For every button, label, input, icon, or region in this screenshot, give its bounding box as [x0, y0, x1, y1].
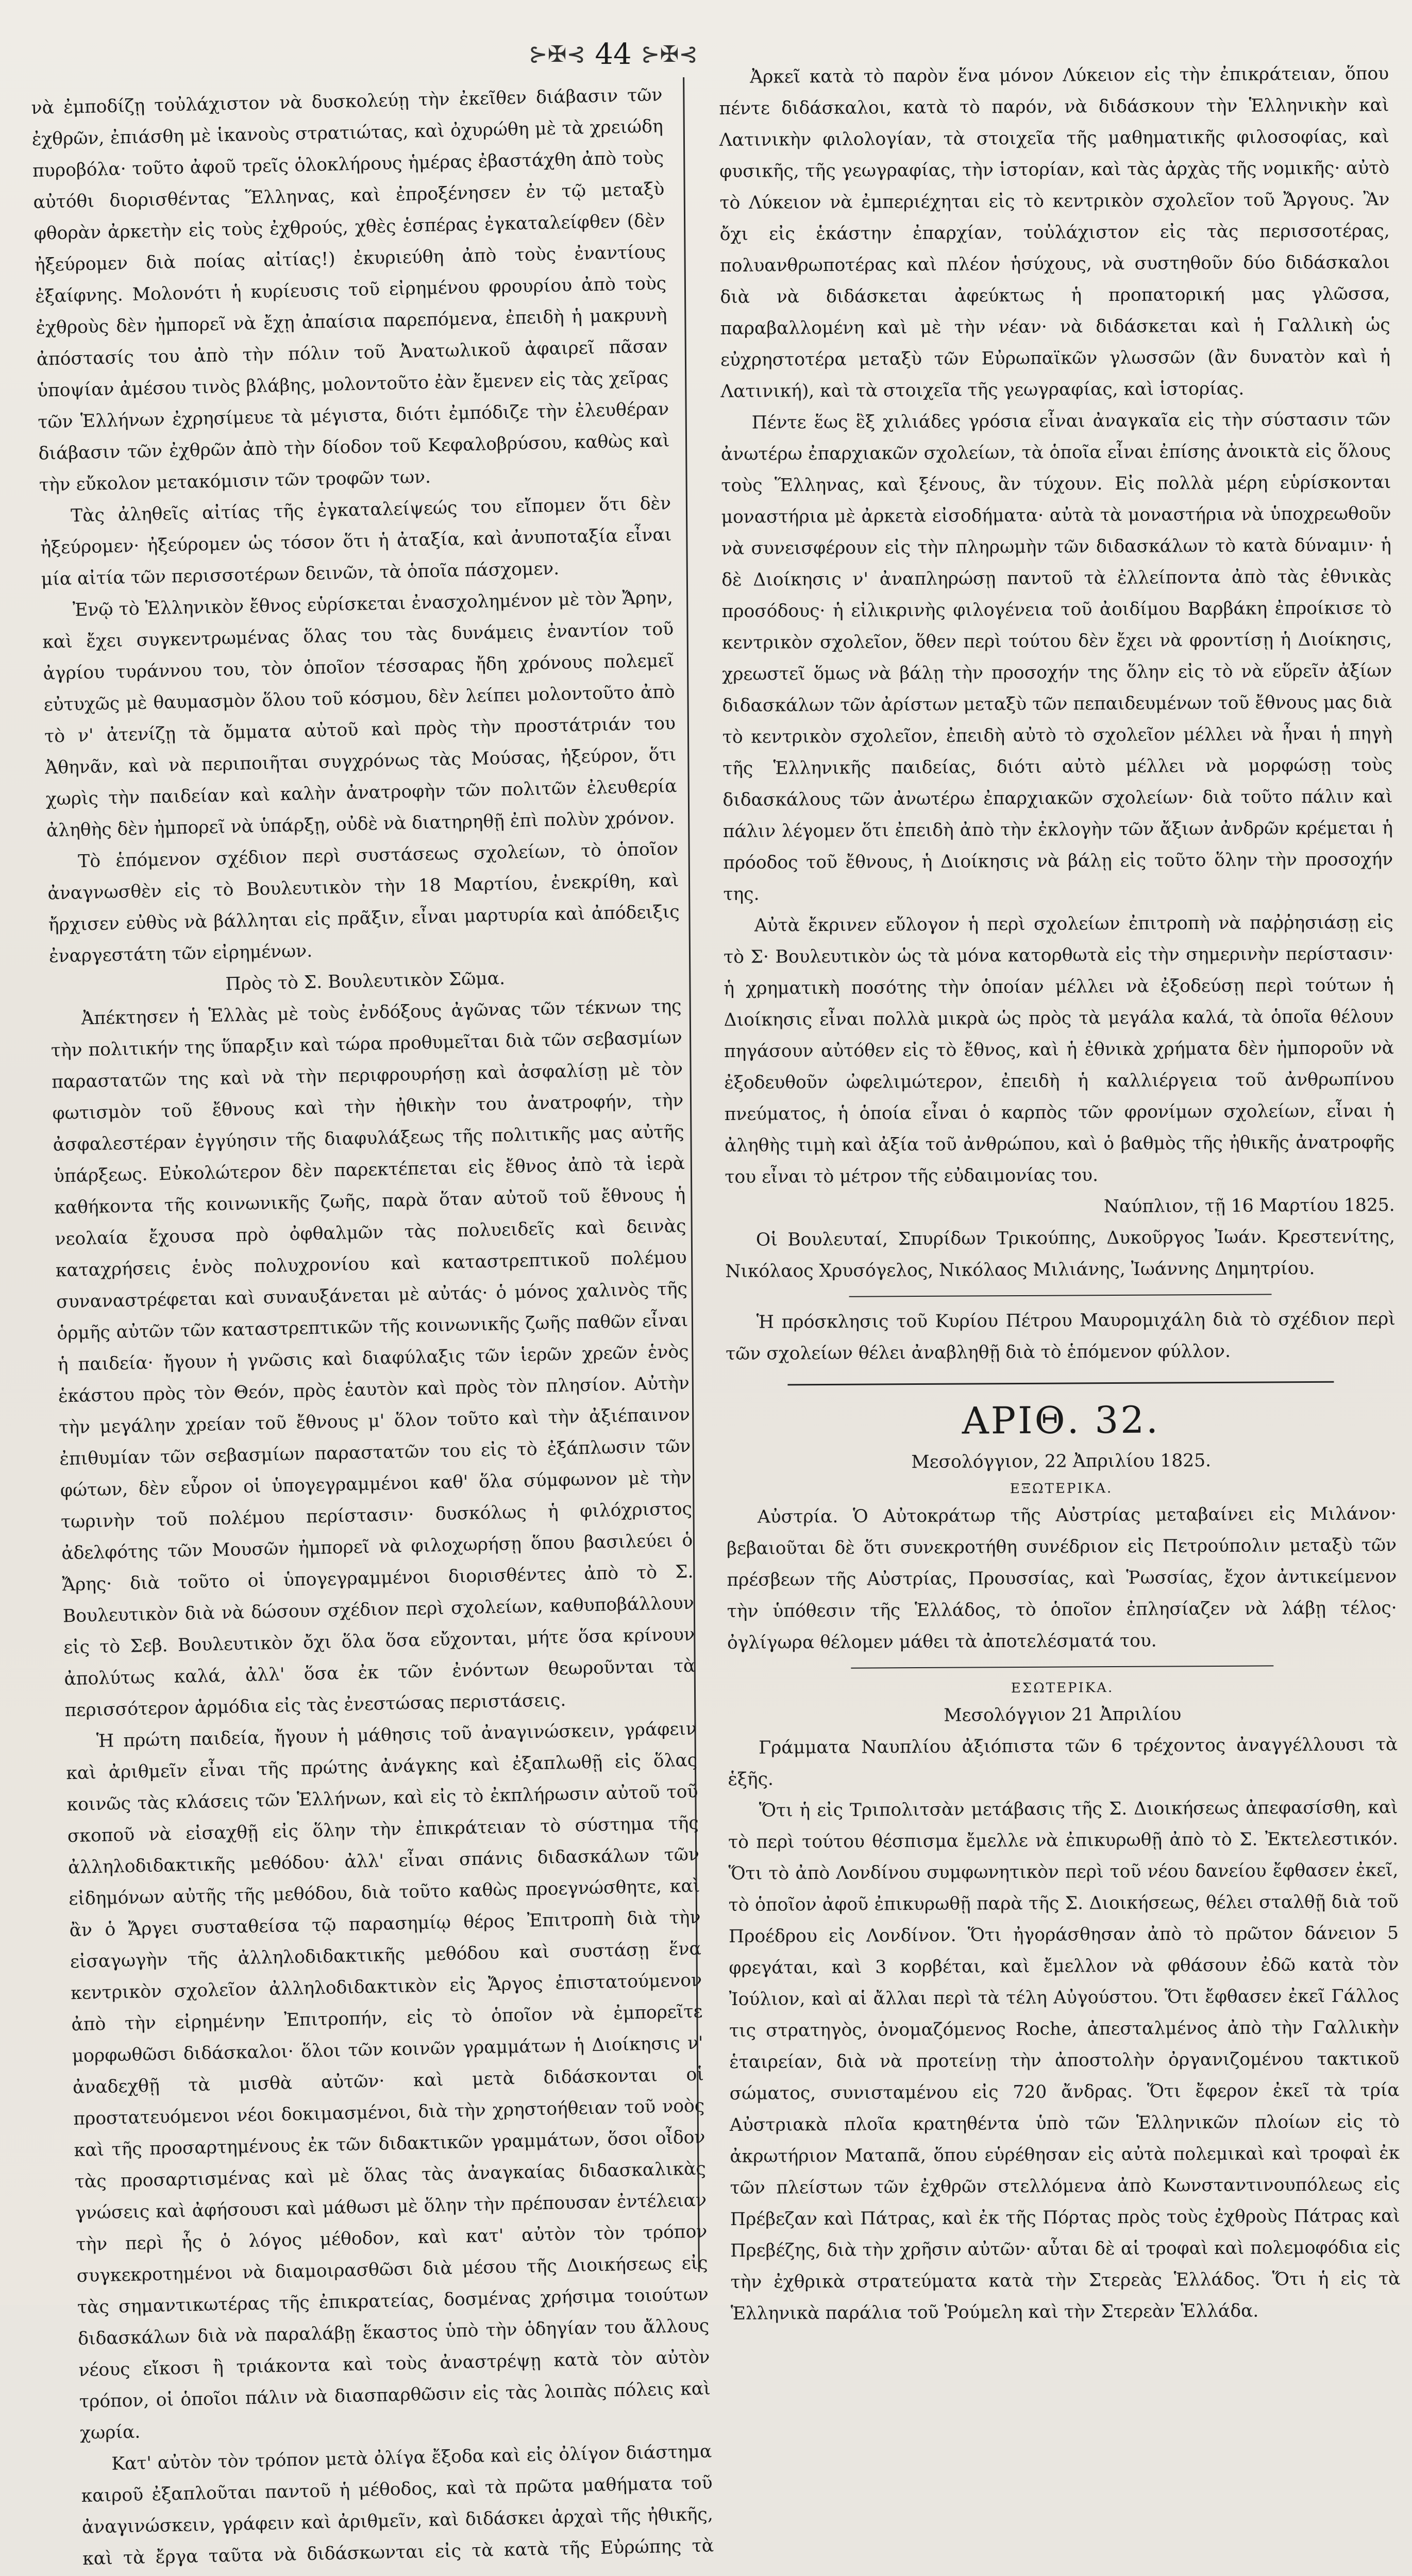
paragraph: Ἀπέκτησεν ἡ Ἑλλὰς μὲ τοὺς ἐνδόξους ἀγῶνας τῶν τέκνων της τὴν πολιτικήν της ὕπαρξιν καὶ τώρα προθυμεῖται διὰ τῶν σεβασμίων παραστατῶν της καὶ νὰ τὴν περιφρουρήσῃ καὶ ἀσφαλίσῃ μὲ τὸν φωτισμὸν τοῦ ἔθνους καὶ τὴν ἠθικὴν του ἀνατροφήν, τὴν ἀσφαλεστέραν ἐγγύησιν τῆς διαφυλάξεως τῆς πολιτικῆς μας αὐτῆς ὑπάρξεως. Εὐκολώτερον δὲν παρεκτέπεται εἰς ἔθνος ἀπὸ τὰ ἱερὰ καθήκοντα τῆς κοινωνικῆς ζωῆς, παρὰ ὅταν αὐτοῦ τοῦ ἔθνους ἡ νεολαία ἔχουσα πρὸ ὀφθαλμῶν τὰς πολυειδεῖς καὶ δεινὰς καταχρήσεις ἑνὸς πολυχρονίου καὶ καταστρεπτικοῦ πολέμου συναναστρέφεται καὶ συναυξάνεται μὲ αὐτάς· ὁ μόνος χαλινὸς τῆς ὁρμῆς αὐτῶν τῶν καταστρεπτικῶν τῆς κοινωνικῆς ζωῆς παθῶν εἶναι ἡ παιδεία· ἤγουν ἡ γνῶσις καὶ διαφύλαξις τῶν ἱερῶν χρεῶν ἑνὸς ἑκάστου πρὸς τὸν Θεόν, πρὸς ἑαυτὸν καὶ πρὸς τὸν πλησίον. Αὐτὴν τὴν μεγάλην χρείαν τοῦ ἔθνους μ' ὅλον τοῦτο καὶ τὴν ἀξιέπαινον ἐπιθυμίαν τῶν σεβασμίων παραστατῶν του εἰς τὸ ἐξάπλωσιν τῶν φώτων, δὲν εὗρον οἱ ὑπογεγραμμένοι καθ' ὅλα σύμφωνον μὲ τὴν τωρινὴν τοῦ πολέμου περίστασιν· δυσκόλως ἡ φιλόχριστος ἀδελφότης τῶν Μουσῶν ἠμπορεῖ νὰ φιλοχωρήσῃ ὅπου βασιλεύει ὁ Ἄρης· διὰ τοῦτο οἱ ὑπογεγραμμένοι διορισθέντες ἀπὸ τὸ Σ. Βουλευτικὸν διὰ νὰ δώσουν σχέδιον περὶ σχολείων, καθυποβάλλουν εἰς τὸ Σεβ. Βουλευτικὸν ὄχι ὅλα ὅσα εὔχονται, μήτε ὅσα κρίνουν ἀπολύτως καλά, ἀλλ' ὅσα ἐκ τῶν ἐνόντων θεωροῦνται τὰ περισσότερον ἁρμόδια εἰς τὰς ἐνεστώσας περιστάσεις.: [51, 995, 696, 1721]
section-rule: [849, 1294, 1272, 1297]
domestic-dateline: Μεσολόγγιον 21 Ἀπριλίου: [944, 1704, 1182, 1726]
page-number: 44: [595, 37, 632, 71]
paragraph: Τὰς ἀληθεῖς αἰτίας τῆς ἐγκαταλείψεώς του εἴπομεν ὅτι δὲν ἠξεύρομεν· ἠξεύρομεν ὡς τόσον ὅτι ἡ ἀταξία, καὶ ἀνυποταξία εἶναι μία αἰτία τῶν περισσοτέρων δεινῶν, τὰ ὁποῖα πάσχομεν.: [40, 493, 672, 590]
issue-number: ΑΡΙΘ. 32.: [962, 1398, 1161, 1443]
left-column: [31, 79, 714, 2569]
section-rule: [851, 1665, 1273, 1668]
report-date: Ναύπλιον, τῇ 16 Μαρτίου 1825.: [1103, 1195, 1395, 1217]
foreign-heading: ΕΞΩΤΕΡΙΚΑ.: [1010, 1481, 1113, 1497]
paragraph: Τὸ ἑπόμενον σχέδιον περὶ συστάσεως σχολείων, τὸ ὁποῖον ἀναγνωσθὲν εἰς τὸ Βουλευτικὸν τὴν 18 Μαρτίου, ἐνεκρίθη, καὶ ἤρχισεν εὐθὺς νὰ βάλληται εἰς πρᾶξιν, εἶναι μαρτυρία καὶ ἀπόδειξις ἐναργεστάτη τῶν εἰρημένων.: [47, 839, 680, 967]
left-ornament-icon: ⊱✠⊰: [528, 41, 586, 67]
paragraph: Ὅτι ἡ εἰς Τριπολιτσὰν μετάβασις τῆς Σ. Διοικήσεως ἀπεφασίσθη, καὶ τὸ περὶ τούτου θέσπισμα ἔμελλε νὰ ἐπικυρωθῇ ἀπὸ τὸ Σ. Ἐκτελεστικόν. Ὅτι τὸ ἀπὸ Λονδίνου συμφωνητικὸν περὶ τοῦ νέου δανείου ἔφθασεν ἐκεῖ, τὸ ὁποῖον ἀφοῦ ἐπικυρωθῇ παρὰ τῆς Σ. Διοικήσεως, θέλει σταλθῇ διὰ τοῦ Προέδρου εἰς Λονδίνον. Ὅτι ἠγοράσθησαν ἀπὸ τὸ πρῶτον δάνειον 5 φρεγάται, καὶ 3 κορβέται, καὶ ἔμελλον νὰ φθάσουν ἐδῶ κατὰ τὸν Ἰούλιον, καὶ αἱ ἄλλαι περὶ τὰ τέλη Αὐγούστου. Ὅτι ἔφθασεν ἐκεῖ Γάλλος τις στρατηγὸς, ὀνομαζόμενος Roche, ἀπεσταλμένος ἀπὸ τὴν Γαλλικὴν ἑταιρείαν, διὰ νὰ προτείνῃ τὴν ἀποστολὴν ὀργανιζομένου τακτικοῦ σώματος, συνισταμένου εἰς 720 ἄνδρας. Ὅτι ἔφερον ἐκεῖ τὰ τρία Αὐστριακὰ πλοῖα κρατηθέντα ὑπὸ τῶν Ἑλληνικῶν πλοίων εἰς τὸ ἀκρωτήριον Ματαπᾶ, ὅπου εὑρέθησαν εἰς αὐτὰ πολεμικαὶ καὶ τροφαὶ ἐκ τῶν πλείστων τῶν ἐχθρῶν στελλόμενα ἀπὸ Κωνσταντινουπόλεως εἰς Πρέβεζαν καὶ Πάτρας, καὶ ἐκ τῆς Πόρτας πρὸς τοὺς ἐχθροὺς Πάτρας καὶ Πρεβέζης, διὰ τὴν χρῆσιν αὐτῶν· αὗται δὲ αἱ τροφαὶ καὶ πολεμοφόδια εἰς τὴν ἐχθρικὰ στρατεύματα κατὰ τὴν Στερεὰς Ἑλλάδος. Ὅτι ἡ εἰς τὰ Ἑλληνικὰ παράλια τοῦ Ῥούμελη καὶ τὴν Στερεὰν Ἑλλάδα.: [728, 1797, 1401, 2324]
paragraph: Ἐνῷ τὸ Ἑλληνικὸν ἔθνος εὑρίσκεται ἐνασχολημένον μὲ τὸν Ἄρην, καὶ ἔχει συγκεντρωμένας ὅλας του τὰς δυνάμεις ἐναντίον τοῦ ἀγρίου τυράννου του, τὸν ὁποῖον τέσσαρας ἤδη χρόνους πολεμεῖ εὐτυχῶς μὲ θαυμασμὸν ὅλου τοῦ κόσμου, δὲν λείπει μολοντοῦτο ἀπὸ τὸ ν' ἀτενίζῃ τὰ ὄμματα αὐτοῦ καὶ πρὸς τὴν προστάτριάν του Ἀθηνᾶν, καὶ νὰ περιποιῆται συγχρόνως τὰς Μούσας, ἠξεύρον, ὅτι χωρὶς τὴν παιδείαν καὶ καλὴν ἀνατροφὴν τῶν πολιτῶν ἐλευθερία ἀληθὴς δὲν ἠμπορεῖ νὰ ὑπάρξῃ, οὐδὲ νὰ διατηρηθῇ ἐπὶ πολὺν χρόνον.: [42, 587, 677, 841]
paragraph: Ἡ πρώτη παιδεία, ἤγουν ἡ μάθησις τοῦ ἀναγινώσκειν, γράφειν καὶ ἀριθμεῖν εἶναι τῆς πρώτης ἀνάγκης καὶ ἐξαπλωθῇ εἰς ὅλας κοινῶς τὰς κλάσεις τῶν Ἑλλήνων, καὶ εἰς τὸ ἐκπλήρωσιν αὐτοῦ τοῦ σκοποῦ νὰ εἰσαχθῇ εἰς ὅλην τὴν ἐπικράτειαν τὸ σύστημα τῆς ἀλληλοδιδακτικῆς μεθόδου· ἀλλ' εἶναι σπάνις διδασκάλων τῶν εἰδημόνων αὐτῆς τῆς μεθόδου, διὰ τοῦτο καθὼς προεγνώσθητε, καὶ ἂν ὁ Ἄργει συσταθείσα τῷ παρασημίῳ θέρος Ἐπιτροπὴ διὰ τὴν εἰσαγωγὴν τῆς ἀλληλοδιδακτικῆς μεθόδου καὶ συστάσῃ ἕνα κεντρικὸν σχολεῖον ἀλληλοδιδακτικὸν εἰς Ἄργος ἐπιστατούμενον ἀπὸ τὴν εἰρημένην Ἐπιτροπήν, εἰς τὸ ὁποῖον νὰ ἐμπορεῖτε μορφωθῶσι διδάσκαλοι· ὅλοι τῶν κοινῶν γραμμάτων ἡ Διοίκησις ν' ἀναδεχθῇ τὰ μισθὰ αὐτῶν· καὶ μετὰ διδάσκονται οἱ προστατευόμενοι νέοι δοκιμασμένοι, διὰ τὴν χρηστοήθειαν τοῦ νοὸς καὶ τῆς προσαρτημένους ἐκ τῶν διδακτικῶν γραμμάτων, ὅσοι οἶδον τὰς προσαρτισμένας καὶ μὲ ὅλας τὰς ἀναγκαίας διδασκαλικὰς γνώσεις καὶ ἀφήσουσι καὶ μάθωσι μὲ ὅλην τὴν πρέπουσαν ἐντέλειαν τὴν περὶ ἧς ὁ λόγος μέθοδον, καὶ κατ' αὐτὸν τὸν τρόπον συγκεκροτημένοι νὰ διαμοιρασθῶσι διὰ μέσου τῆς Διοικήσεως εἰς τὰς σημαντικωτέρας τῆς ἐπικρατείας, δοσμένας χρήσιμα τοιούτων διδασκάλων διὰ νὰ παραλάβῃ ἕκαστος ὑπὸ τὴν ὁδηγίαν του ἄλλους νέους εἴκοσι ἢ τριάκοντα καὶ τοὺς ἀναστρέψῃ κατὰ τὸν αὐτὸν τρόπον, οἱ ὁποῖοι πάλιν νὰ διασπαρθῶσιν εἰς τὰς λοιπὰς πόλεις καὶ χωρία.: [65, 1718, 711, 2444]
paragraph: Πέντε ἕως ἓξ χιλιάδες γρόσια εἶναι ἀναγκαῖα εἰς τὴν σύστασιν τῶν ἀνωτέρω ἐπαρχιακῶν σχολείων, τὰ ὁποῖα εἶναι ἐπίσης ἀνοικτὰ εἰς ὅλους τοὺς Ἕλληνας, καὶ ξένους, ἂν τύχουν. Εἰς πολλὰ μέρη εὑρίσκονται μοναστήρια μὲ ἀρκετὰ εἰσοδήματα· αὐτὰ τὰ μοναστήρια νὰ ὑποχρεωθοῦν νὰ συνεισφέρουν εἰς τὴν πληρωμὴν τῶν διδασκάλων τὸ κατὰ δύναμιν· ἡ δὲ Διοίκησις ν' ἀναπληρώσῃ παντοῦ τὰ ἐλλείποντα ἀπὸ τὰς ἐθνικὰς προσόδους· ἡ εἰλικρινὴς φιλογένεια τοῦ ἀοιδίμου Βαρβάκη ἐπροίκισε τὸ κεντρικὸν σχολεῖον, ὅθεν περὶ τούτου δὲν ἔχει νὰ φροντίσῃ ἡ Διοίκησις, χρεωστεῖ ὅμως νὰ βάλῃ τὴν προσοχήν της ὅλην εἰς τὸ νὰ εὕρεῖν ἀξίων διδασκάλων τῶν ἀρίστων μεταξὺ τῶν πεπαιδευμένων τοῦ ἔθνους μας διὰ τὸ κεντρικὸν σχολεῖον, ἐπειδὴ αὐτὸ τὸ σχολεῖον μέλλει νὰ ἦναι ἡ πηγὴ τῆς Ἑλληνικῆς παιδείας, διότι αὐτὸ μέλλει νὰ μορφώσῃ τοὺς διδασκάλους τῶν ἀνωτέρω ἐπαρχιακῶν σχολείων· διὰ τοῦτο πάλιν καὶ πάλιν λέγομεν ὅτι ἐπειδὴ ἀπὸ τὴν ἐκλογὴν τῶν ἄξιων ἀνδρῶν κρέμεται ἡ πρόοδος τοῦ ἔθνους, ἡ Διοίκησις νὰ βάλῃ εἰς τοῦτο ὅλην τὴν προσοχήν της.: [720, 409, 1393, 905]
signatories: Οἱ Βουλευταί, Σπυρίδων Τρικούπης, Δυκοῦργος Ἰωάν. Κρεστενίτης, Νικόλαος Χρυσόγελος, Νικόλαος Μιλιάνης, Ἰωάννης Δημητρίου.: [725, 1226, 1396, 1282]
paragraph: Ἀρκεῖ κατὰ τὸ παρὸν ἕνα μόνον Λύκειον εἰς τὴν ἐπικράτειαν, ὅπου πέντε διδάσκαλοι, κατὰ τὸ παρόν, νὰ διδάσκουν τὴν Ἑλληνικὴν καὶ Λατινικὴν φιλολογίαν, τὰ στοιχεῖα τῆς μαθηματικῆς φιλοσοφίας, καὶ φυσικῆς, τῆς γεωγραφίας, τὴν ἱστορίαν, καὶ τὰς ἀρχὰς τῆς νομικῆς· αὐτὸ τὸ Λύκειον νὰ ἐμπεριέχηται εἰς τὸ κεντρικὸν σχολεῖον τοῦ Ἄργους. Ἂν ὄχι εἰς ἑκάστην ἐπαρχίαν, τοὐλάχιστον εἰς τὰς περισσοτέρας, πολυανθρωποτέρας καὶ πλέον ἡσύχους, νὰ συστηθοῦν δύο διδάσκαλοι διὰ νὰ διδάσκεται ἀφεύκτως ἡ προπατορική μας γλῶσσα, παραβαλλομένη καὶ μὲ τὴν νέαν· νὰ διδάσκεται καὶ ἡ Γαλλικὴ ὡς εὐχρηστοτέρα μεταξὺ τῶν Εὐρωπαϊκῶν γλωσσῶν (ἂν δυνατὸν καὶ ἡ Λατινική), καὶ τὰ στοιχεῖα τῆς γεωγραφίας, καὶ ἱστορίας.: [719, 63, 1391, 402]
notice: Ἡ πρόσκλησις τοῦ Κυρίου Πέτρου Μαυρομιχάλη διὰ τὸ σχέδιον περὶ τῶν σχολείων θέλει ἀναβληθῇ διὰ τὸ ἑπόμενον φύλλον.: [726, 1309, 1396, 1364]
paragraph: Γράμματα Ναυπλίου ἀξιόπιστα τῶν 6 τρέχοντος ἀναγγέλλουσι τὰ ἑξῆς.: [728, 1734, 1398, 1790]
right-ornament-icon: ⊱✠⊰: [641, 41, 698, 67]
foreign-news: Αὐστρία. Ὁ Αὐτοκράτωρ τῆς Αὐστρίας μεταβαίνει εἰς Μιλάνον· βεβαιοῦται δὲ ὅτι συνεκροτήθη συνέδριον εἰς Πετρούπολιν μεταξὺ τῶν πρέσβεων τῆς Αὐστρίας, Προυσσίας, καὶ Ῥωσσίας, ἔχον ἀντικείμενον τὴν ὑπόθεσιν τῆς Ἑλλάδος, τὸ ὁποῖον ἐπλησίαζεν νὰ λάβῃ τέλος· ὀγλίγωρα θέλομεν μάθει τὰ ἀποτελέσματά του.: [727, 1503, 1397, 1653]
right-column: [719, 58, 1401, 2324]
page-number-header: [528, 36, 698, 72]
paragraph: Κατ' αὐτὸν τὸν τρόπον μετὰ ὀλίγα ἔξοδα καὶ εἰς ὀλίγον διάστημα καιροῦ ἐξαπλοῦται παντοῦ ἡ μέθοδος, καὶ τὰ πρῶτα μαθήματα τοῦ ἀναγινώσκειν, γράφειν καὶ ἀριθμεῖν, καὶ διδάσκει ἀρχαὶ τῆς ἠθικῆς, καὶ τὰ ἔργα ταῦτα νὰ διδάσκωνται εἰς τὰ κατὰ τῆς Εὐρώπης τὰ: [81, 2441, 714, 2569]
issue-rule: [787, 1381, 1334, 1386]
paragraph: νὰ ἐμποδίζῃ τοὐλάχιστον νὰ δυσκολεύῃ τὴν ἐκεῖθεν διάβασιν τῶν ἐχθρῶν, ἐπιάσθη μὲ ἱκανοὺς στρατιώτας, καὶ ὀχυρώθη μὲ τὰ χρειώδη πυροβόλα· τοῦτο ἀφοῦ τρεῖς ὁλοκλήρους ἡμέρας ἐβαστάχθη ἀπὸ τοὺς αὐτόθι διορισθέντας Ἕλληνας, καὶ ἐπροξένησεν ἐν τῷ μεταξὺ φθορὰν ἀρκετὴν εἰς τοὺς ἐχθρούς, χθὲς ἑσπέρας ἐγκαταλείφθεν (δὲν ἠξεύρομεν διὰ ποίας αἰτίας!) ἐκυριεύθη ἀπὸ τοὺς ἐναντίους ἐξαίφνης. Μολονότι ἡ κυρίευσις τοῦ εἰρημένου φρουρίου ἀπὸ τοὺς ἐχθροὺς δὲν ἠμπορεῖ νὰ ἔχῃ ἀπαίσια παρεπόμενα, ἐπειδὴ ἡ μακρυνὴ ἀπόστασίς του ἀπὸ τὴν πόλιν τοῦ Ἀνατωλικοῦ ἀφαιρεῖ πᾶσαν ὑποψίαν ἀμέσου τινὸς βλάβης, μολοντοῦτο ἐὰν ἔμενεν εἰς τὰς χεῖρας τῶν Ἑλλήνων ἐχρησίμευε τὰ μέγιστα, διότι ἐμπόδιζε τὴν ἐλευθέραν διάβασιν τῶν ἐχθρῶν ἀπὸ τὴν δίοδον τοῦ Κεφαλοβρύσου, καθὼς καὶ τὴν εὔκολον μετακόμισιν τῶν τροφῶν των.: [31, 84, 670, 496]
domestic-heading: ΕΣΩΤΕΡΙΚΑ.: [1011, 1680, 1114, 1697]
address-heading: Πρὸς τὸ Σ. Βουλευτικὸν Σῶμα.: [225, 968, 506, 995]
paragraph: Αὐτὰ ἔκρινεν εὔλογον ἡ περὶ σχολείων ἐπιτροπὴ νὰ παῤῥησιάσῃ εἰς τὸ Σ· Βουλευτικὸν ὡς τὰ μόνα κατορθωτὰ εἰς τὴν σημερινὴν περίστασιν· ἡ χρηματικὴ ποσότης τὴν ὁποίαν μέλλει νὰ ἐξοδεύσῃ περὶ τούτων ἡ Διοίκησις εἶναι πολλὰ μικρὰ ὡς πρὸς τὰ μεγάλα καλά, τὰ ὁποῖα θέλουν πηγάσουν αὐτόθεν εἰς τὸ ἔθνος, καὶ ἡ ἐθνικὰ χρήματα δὲν ἠμποροῦν νὰ ἐξοδευθοῦν ὠφελιμώτερον, ἐπειδὴ ἡ καλλιέργεια τοῦ ἀνθρωπίνου πνεύματος, ἡ ὁποία εἶναι ὁ καρπὸς τῶν φρονίμων σχολείων, εἶναι ἡ ἀληθὴς τιμὴ καὶ ἀξία τοῦ ἀνθρώπου, καὶ ὁ βαθμὸς τῆς ἠθικῆς ἀνατροφῆς του εἶναι τὸ μέτρον τῆς εὐδαιμονίας του.: [723, 912, 1395, 1188]
issue-dateline: Μεσολόγγιον, 22 Ἀπριλίου 1825.: [911, 1450, 1212, 1473]
